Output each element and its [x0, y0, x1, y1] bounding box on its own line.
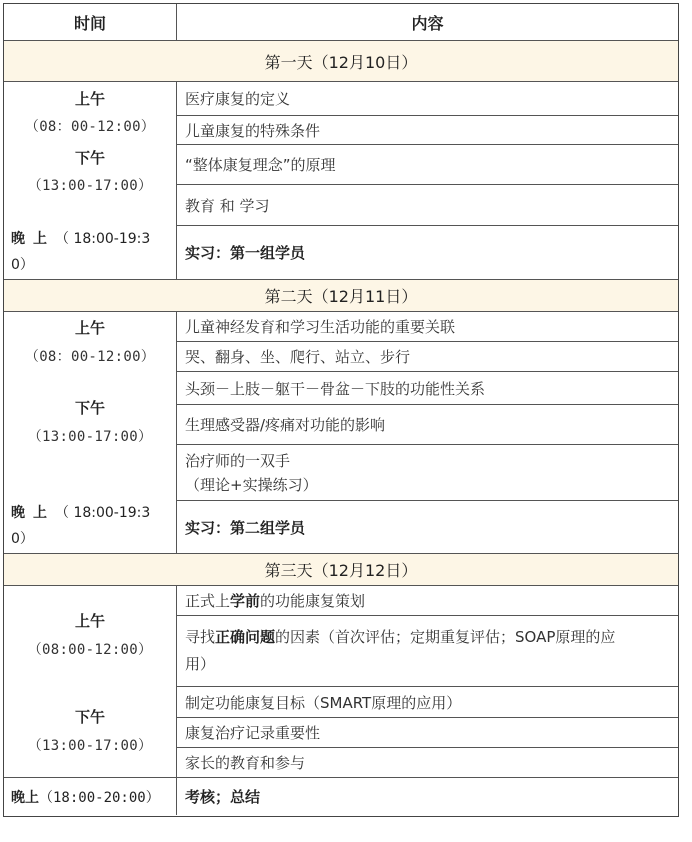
day-3-morning-range: （08:00-12:00） — [27, 642, 153, 658]
day-3-morning-label: 上午 — [74, 612, 105, 630]
day-3-evening-range: （18:00-20:00） — [39, 789, 160, 806]
day-2-afternoon-label: 下午 — [74, 399, 105, 417]
day-1-item-3: “整体康复理念”的原理 — [185, 156, 336, 174]
day-1-afternoon-label: 下午 — [74, 149, 105, 167]
day-1-afternoon-range: （13:00-17:00） — [27, 178, 153, 194]
day-2-item-5-line-2: （理论+实操练习） — [185, 475, 318, 494]
day-1-evening-item: 实习：第一组学员 — [185, 244, 306, 262]
day-2-title: 第二天（12月11日） — [4, 280, 678, 311]
day-2-evening-label: 晚上 — [11, 505, 55, 521]
header-content: 内容 — [411, 13, 444, 33]
day-2-morning-range: （08：00-12:00） — [24, 349, 156, 365]
day-3-evening-label: 晚上 — [11, 789, 39, 806]
day-1-morning-range: （08：00-12:00） — [24, 119, 156, 135]
day-3-title: 第三天（12月12日） — [4, 554, 678, 585]
day-1-title: 第一天（12月10日） — [4, 41, 678, 81]
day-3-evening-item: 考核；总结 — [185, 788, 261, 806]
day-3-item-1-part-a: 正式上 — [185, 592, 231, 610]
day-3-item-2-part-c: 的因素（首次评估；定期重复评估；SOAP原理的应 — [275, 628, 616, 646]
day-3-item-3: 制定功能康复目标（SMART原理的应用） — [185, 693, 462, 712]
day-1-evening-label: 晚上 — [11, 231, 55, 247]
day-1-item-1: 医疗康复的定义 — [185, 90, 291, 108]
day-2-item-4: 生理感受器/疼痛对功能的影响 — [185, 416, 386, 434]
day-3-item-1-part-c: 的功能康复策划 — [260, 592, 366, 610]
day-3-item-2-line-1 — [185, 624, 615, 651]
day-2-evening-time — [11, 500, 183, 552]
day-3-item-5: 家长的教育和参与 — [185, 754, 306, 772]
day-2-item-1: 儿童神经发育和学习生活功能的重要关联 — [185, 318, 456, 336]
day-2-afternoon-range: （13:00-17:00） — [27, 429, 153, 445]
day-3-item-1-bold: 学前 — [230, 592, 261, 610]
day-3-afternoon-label: 下午 — [74, 708, 105, 726]
day-2-evening-range-1: （ 18:00-19:3 — [55, 505, 151, 521]
header-time: 时间 — [73, 13, 106, 33]
day-3-item-4: 康复治疗记录重要性 — [185, 724, 321, 742]
day-3-item-2 — [177, 616, 673, 686]
day-3-item-2-bold: 正确问题 — [215, 628, 276, 646]
day-2-item-3: 头颈－上肢－躯干－骨盆－下肢的功能性关系 — [185, 379, 486, 398]
day-2-morning-label: 上午 — [74, 319, 105, 337]
day-3-item-2-part-a: 寻找 — [185, 628, 216, 646]
day-2-evening-range-2: 0） — [11, 531, 34, 547]
day-1-evening-time — [11, 226, 183, 278]
day-1-morning-label: 上午 — [74, 90, 105, 108]
day-3-evening-time — [11, 778, 160, 815]
day-1-item-2: 儿童康复的特殊条件 — [185, 121, 321, 140]
day-2-item-5 — [177, 445, 673, 500]
day-2-item-5-line-1: 治疗师的一双手 — [185, 451, 291, 470]
day-1-item-4: 教育 和 学习 — [185, 196, 270, 215]
day-3-afternoon-range: （13:00-17:00） — [27, 738, 153, 754]
schedule-table — [3, 3, 679, 817]
day-1-evening-range-2: 0） — [11, 257, 34, 273]
day-1-evening-range-1: （ 18:00-19:3 — [55, 231, 151, 247]
day-3-item-1 — [177, 586, 673, 615]
day-3-item-2-line-2: 用） — [185, 655, 216, 673]
day-2-evening-item: 实习：第二组学员 — [185, 518, 306, 537]
day-2-item-2: 哭、翻身、坐、爬行、站立、步行 — [185, 348, 411, 366]
